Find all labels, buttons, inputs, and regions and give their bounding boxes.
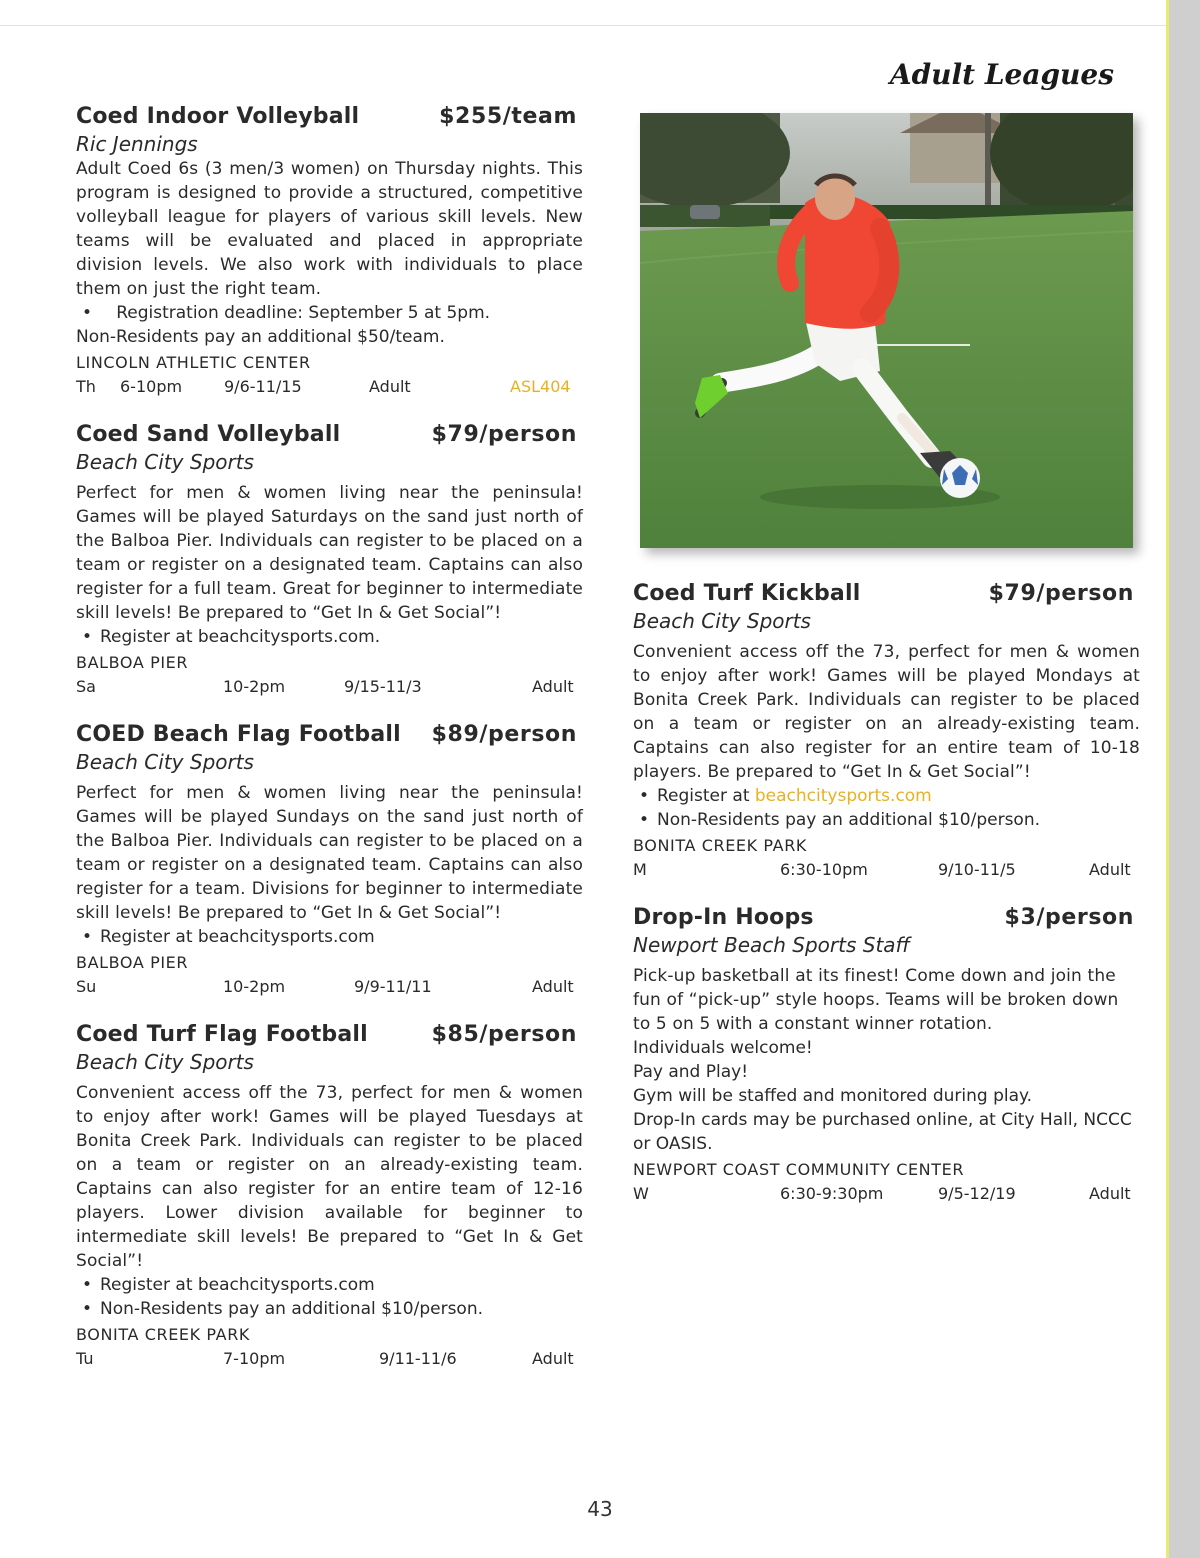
program-header [76, 103, 583, 131]
program-schedule [76, 675, 583, 699]
program-coed-turf-kickball [633, 580, 1140, 882]
page-number: 43 [587, 1497, 613, 1521]
program-location: BALBOA PIER [76, 653, 189, 672]
program-bullet: • Register at beachcitysports.com. [82, 627, 381, 647]
program-location: BALBOA PIER [76, 953, 189, 972]
program-instructor: Ric Jennings [76, 132, 198, 156]
soccer-player-photo [640, 113, 1133, 548]
soccer-player-icon [640, 113, 1133, 548]
program-schedule [76, 375, 583, 399]
program-title: Coed Turf Kickball [633, 581, 861, 606]
program-location: NEWPORT COAST COMMUNITY CENTER [633, 1160, 965, 1179]
program-coed-beach-flag-football [76, 721, 583, 999]
program-description: Adult Coed 6s (3 men/3 women) on Thursday nights. This program is designed to provide a structured, competitive volleyball league for players of various skill levels. New teams will be evaluated and placed in appropriate division levels. We also work with individuals to place them on just the right team. [76, 159, 583, 299]
schedule-dates: 9/9-11/11 [354, 977, 432, 996]
program-description: Perfect for men & women living near the peninsula! Games will be played Sundays on the sand just north of the Balboa Pier. Individuals can register to be placed on a team or register on a designated team. Captains can also register for a team. Divisions for beginner to intermediate skill levels! Be prepared to “Get In & Get Social”! [76, 783, 583, 923]
schedule-time: 6:30-9:30pm [780, 1184, 884, 1203]
program-drop-in-hoops [633, 904, 1140, 1206]
right-column [633, 580, 1140, 1228]
program-title: Drop-In Hoops [633, 905, 814, 930]
program-description-line: Pay and Play! [633, 1062, 749, 1082]
schedule-dates: 9/15-11/3 [344, 677, 422, 696]
program-header [633, 904, 1140, 932]
program-instructor: Beach City Sports [76, 450, 254, 474]
program-title: COED Beach Flag Football [76, 722, 401, 747]
program-instructor: Beach City Sports [76, 750, 254, 774]
schedule-age: Adult [1089, 860, 1131, 879]
page-side-accent [1166, 0, 1169, 1558]
program-description: Convenient access off the 73, perfect for men & women to enjoy after work! Games will be played Mondays at Bonita Creek Park. Individuals can register to be placed on a team or register on an already-existing team. Captains can also register for an entire team of 10-18 players. Be prepared to “Get In & Get Social”! [633, 642, 1140, 782]
program-instructor: Beach City Sports [633, 609, 811, 633]
program-description-line: Drop-In cards may be purchased online, at City Hall, NCCC or OASIS. [633, 1110, 1132, 1154]
program-schedule [76, 1347, 583, 1371]
top-rule [0, 25, 1168, 26]
program-bullet: • Register at beachcitysports.com [82, 927, 375, 947]
schedule-time: 10-2pm [223, 677, 286, 696]
program-bullet: • Non-Residents pay an additional $10/person. [82, 1299, 484, 1319]
program-title: Coed Sand Volleyball [76, 422, 341, 447]
program-bullet: • Registration deadline: September 5 at 5pm. [82, 303, 491, 323]
program-schedule [76, 975, 583, 999]
schedule-day: Tu [76, 1349, 94, 1368]
schedule-dates: 9/11-11/6 [379, 1349, 457, 1368]
program-price: $79/person [988, 581, 1134, 606]
program-location: BONITA CREEK PARK [633, 836, 808, 855]
program-description-line: Gym will be staffed and monitored during play. [633, 1086, 1033, 1106]
program-schedule [633, 1182, 1140, 1206]
section-title: Adult Leagues [889, 58, 1114, 91]
program-bullet: • Register at beachcitysports.com [82, 1275, 375, 1295]
schedule-time: 6-10pm [120, 377, 183, 396]
program-price: $85/person [431, 1022, 577, 1047]
program-price: $3/person [1004, 905, 1134, 930]
schedule-day: Th [76, 377, 96, 396]
program-bullet: • Non-Residents pay an additional $10/person. [639, 810, 1041, 830]
program-description: Pick-up basketball at its finest! Come down and join the fun of “pick-up” style hoops. Teams will be broken down to 5 on 5 with a constant winner rotation. [633, 966, 1119, 1034]
program-instructor: Newport Beach Sports Staff [633, 933, 910, 957]
schedule-age: Adult [532, 977, 574, 996]
schedule-dates: 9/10-11/5 [938, 860, 1016, 879]
program-instructor: Beach City Sports [76, 1050, 254, 1074]
program-note: Non-Residents pay an additional $50/team. [76, 327, 445, 347]
schedule-age: Adult [369, 377, 411, 396]
program-description: Convenient access off the 73, perfect for men & women to enjoy after work! Games will be played Tuesdays at Bonita Creek Park. Individuals can register to be placed on a team or register on an already-existing team. Captains can also register for an entire team of 12-16 players. Lower division available for beginner to intermediate skill levels! Be prepared to “Get In & Get Social”! [76, 1083, 583, 1271]
schedule-day: Su [76, 977, 97, 996]
page-side-bar [1166, 0, 1200, 1558]
program-header [76, 1021, 583, 1049]
program-coed-sand-volleyball [76, 421, 583, 699]
schedule-time: 10-2pm [223, 977, 286, 996]
program-coed-turf-flag-football [76, 1021, 583, 1371]
schedule-dates: 9/5-12/19 [938, 1184, 1016, 1203]
schedule-day: W [633, 1184, 649, 1203]
program-header [76, 721, 583, 749]
left-column [76, 103, 583, 1393]
schedule-time: 7-10pm [223, 1349, 286, 1368]
schedule-age: Adult [532, 1349, 574, 1368]
program-header [76, 421, 583, 449]
program-title: Coed Indoor Volleyball [76, 104, 360, 129]
program-description-line: Individuals welcome! [633, 1038, 813, 1058]
program-description: Perfect for men & women living near the peninsula! Games will be played Saturdays on the sand just north of the Balboa Pier. Individuals can register to be placed on a team or register on a designated team. Captains can also register for a full team. Great for beginner to intermediate skill levels! Be prepared to “Get In & Get Social”! [76, 483, 583, 623]
schedule-time: 6:30-10pm [780, 860, 868, 879]
schedule-day: M [633, 860, 647, 879]
program-price: $89/person [431, 722, 577, 747]
program-price: $255/team [439, 104, 577, 129]
program-header [633, 580, 1140, 608]
schedule-dates: 9/6-11/15 [224, 377, 302, 396]
program-price: $79/person [431, 422, 577, 447]
schedule-age: Adult [532, 677, 574, 696]
program-schedule [633, 858, 1140, 882]
course-code: ASL404 [510, 377, 571, 396]
program-location: BONITA CREEK PARK [76, 1325, 251, 1344]
program-coed-indoor-volleyball [76, 103, 583, 399]
register-link[interactable]: beachcitysports.com [754, 786, 932, 806]
program-title: Coed Turf Flag Football [76, 1022, 368, 1047]
schedule-day: Sa [76, 677, 96, 696]
program-location: LINCOLN ATHLETIC CENTER [76, 353, 311, 372]
program-bullet: • Register at beachcitysports.com [639, 786, 932, 806]
schedule-age: Adult [1089, 1184, 1131, 1203]
